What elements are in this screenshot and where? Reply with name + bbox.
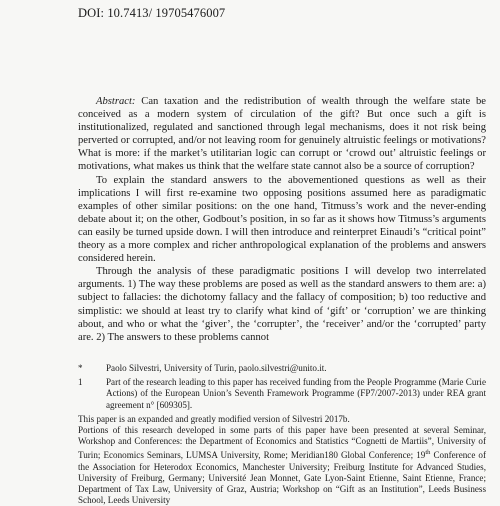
doi-header: DOI: 10.7413/ 19705476007 xyxy=(78,6,226,20)
footnote-text: Part of the research leading to this paper has received funding from the People Programme (Marie Curie Actions) of the European Union’s Seventh Framework Programme (FP7/2007-2013) under REA grant agreement n° [609305]. xyxy=(106,377,486,410)
seminars-text-a: Portions of this research developed in some parts of this paper have been presented at several Seminar, Workshop and Conferences: the Department of Economics and Statistics “Cognetti de Martiis”, University of Turin; Economics Seminars, LUMSA University, Rome; Meridian180 Global Conference; 19 xyxy=(78,425,486,461)
seminars-text-b: Conference of the Association for Heterodox Economics, Manchester University; Freiburg Institute for Advanced Studies, University of Freiburg, Germany; Université Jean Monnet, Gate Lyon-Saint Etienne, Saint Etienne, France; Department of Tax Law, University of Graz, Austria; Workshop on “Gift as an Institution”, Leeds Business School, Leeds University xyxy=(78,450,486,506)
body-paragraph: Through the analysis of these paradigmatic positions I will develop two interrelated arguments. 1) The way these problems are posed as well as the standard answers to them are: a) subject to fallacies: the dichotomy fallacy and the fallacy of composition; b) too reductive and simplistic: we should at least try to clarify what kind of ‘gift’ or ‘corruption’ we are thinking about, and who or what the ‘giver’, the ‘corrupter’, the ‘receiver’ and/or the ‘corrupted’ party are. 2) The answers to these problems cannot xyxy=(78,266,486,343)
footnote-note-expanded: This paper is an expanded and greatly modified version of Silvestri 2017b. xyxy=(78,413,350,424)
abstract-text: Can taxation and the redistribution of wealth through the welfare state be conceived as a modern system of circulation of the gift? But once such a gift is institutionalized, regulated and sanctioned through legal mechanisms, does it not risk being perverted or corrupted, and/or not leaving room for genuinely altruistic feelings or motivations? What is more: if the market’s utilitarian logic can corrupt or ‘crowd out’ altruistic feelings or motivations, what makes us think that the welfare state cannot also be a source of corruption? xyxy=(78,96,486,173)
footnote-text: Paolo Silvestri, University of Turin, paolo.silvestri@unito.it. xyxy=(106,363,327,373)
footnote xyxy=(78,377,486,411)
footnote-note-seminars xyxy=(78,425,486,506)
footnote-mark: 1 xyxy=(78,377,83,388)
abstract-paragraph xyxy=(78,95,486,174)
seminars-superscript: th xyxy=(425,449,431,457)
abstract-label: Abstract: xyxy=(96,96,136,107)
footnote-mark: * xyxy=(78,363,83,373)
footnotes xyxy=(78,363,486,506)
main-text xyxy=(78,95,486,344)
footnote xyxy=(78,363,486,374)
body-paragraph: To explain the standard answers to the abovementioned questions as well as their implications I will first re-examine two opposing positions assumed here as paradigmatic examples of other similar positions: on the one hand, Titmuss’s work and the never-ending debate about it; on the other, Godbout’s position, in so far as it shows how Titmuss’s arguments can easily be turned upside down. I will then introduce and reinterpret Einaudi’s “critical point” theory as a more complex and richer anthropological explanation of the problems and answers considered herein. xyxy=(78,174,486,265)
